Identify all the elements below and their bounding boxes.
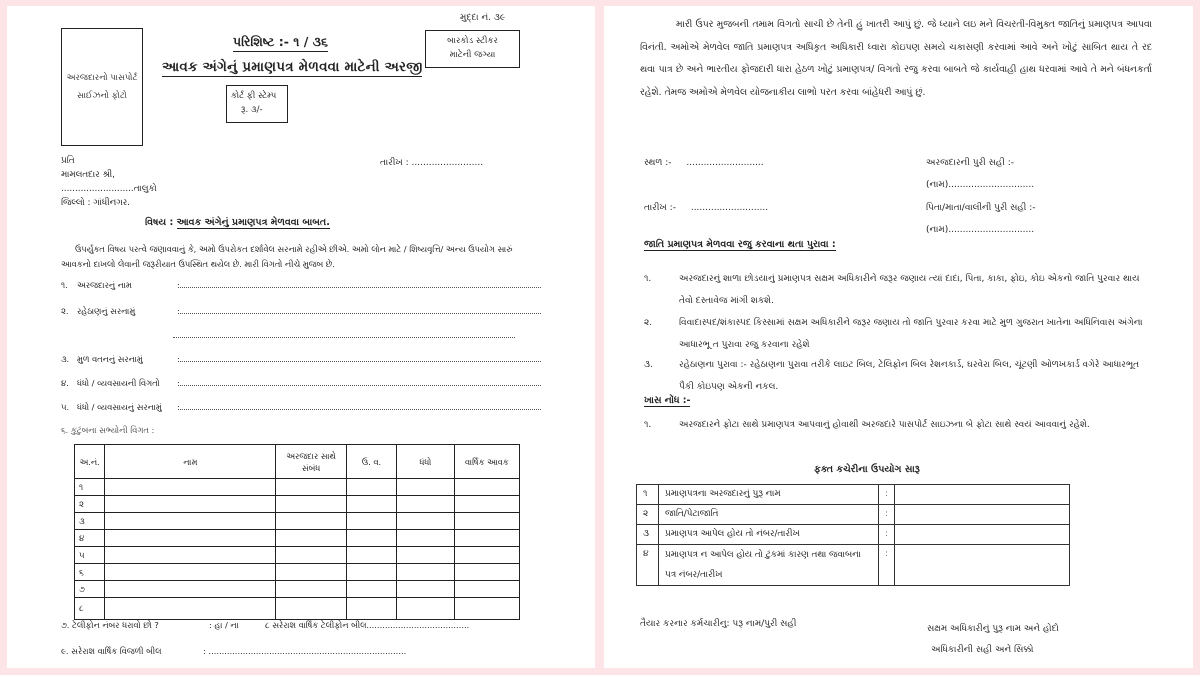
table-row xyxy=(75,598,520,620)
field-label: ધંધો / વ્યવસાયનું સરનામું xyxy=(77,402,162,412)
photo-box-line-1: અરજદારનો પાસપોર્ટ xyxy=(66,73,138,83)
row-value[interactable] xyxy=(895,505,1070,525)
row-colon: : xyxy=(879,545,895,586)
proof-item xyxy=(644,354,1154,398)
prepared-by-signature: તૈયાર કરનાર કર્મચારીનુ: પરૂ નામ/પુરી સહી xyxy=(640,619,797,629)
family-section-label: ૬. કુટુંબના સભ્યોની વિગત : xyxy=(61,425,155,435)
table-row xyxy=(75,530,520,547)
address-to: પ્રતિ xyxy=(61,156,75,166)
cell-relation[interactable] xyxy=(276,513,346,530)
row-number: ૮ xyxy=(75,598,105,620)
date-field[interactable]: તારીખ : ......................... xyxy=(380,158,484,168)
row-value[interactable] xyxy=(895,545,1070,586)
left-form-page xyxy=(7,6,595,668)
row-value[interactable] xyxy=(895,485,1070,505)
table-row xyxy=(75,479,520,496)
field-number: ૪. xyxy=(61,378,69,388)
cell-income[interactable] xyxy=(454,479,519,496)
row-number: ૨ xyxy=(637,505,659,525)
row-label: પ્રમાણપત્રના અરજદારનું પુરૂ નામ xyxy=(659,485,879,505)
intro-paragraph: ઉપર્યુકત વિષય પરત્વે જણાવવાનું કે, અમો ઉપરોકત દર્શાવેલ સરનામે રહીએ છીએ. અમો લોન માટે / શિષ્યવૃત્તિ/ અન્ય ઉપયોગ સારું આવકનો દાખલો લેવાની જરૂરીયાત ઉપસ્થિત થયેલ છે. મારી વિગતો નીચે મુજબ છે. xyxy=(61,244,513,269)
row-label: પ્રમાણપત્ર આપેલ હોય તો નંબર/તારીખ xyxy=(659,525,879,545)
cell-name[interactable] xyxy=(105,479,276,496)
cell-occupation[interactable] xyxy=(397,479,454,496)
cell-income[interactable] xyxy=(454,513,519,530)
subject-line xyxy=(145,217,330,228)
col-relation: અરજદાર સાથે સંબંધ xyxy=(276,445,346,479)
table-row xyxy=(75,496,520,513)
field-label: રહેઠાણનું સરનામું xyxy=(77,306,136,316)
subject-label: વિષય : xyxy=(145,217,174,228)
cell-income[interactable] xyxy=(454,564,519,581)
form-title: આવક અંગેનું પ્રમાણપત્ર મેળવવા માટેની અરજી xyxy=(162,59,423,75)
cell-age[interactable] xyxy=(346,564,396,581)
cell-occupation[interactable] xyxy=(397,513,454,530)
row-colon: : xyxy=(879,525,895,545)
col-annual-income: વાર્ષિક આવક xyxy=(454,445,519,479)
place-field[interactable]: ........................... xyxy=(686,158,764,168)
phone-answer-options[interactable]: : હા / ના xyxy=(209,620,239,630)
field-occupation-address[interactable] xyxy=(61,402,541,413)
cell-occupation[interactable] xyxy=(397,598,454,620)
field-input-line[interactable] xyxy=(180,354,541,362)
proof-item xyxy=(644,312,1154,356)
table-row xyxy=(637,545,1070,586)
row-number: ૪ xyxy=(75,530,105,547)
row-number: ૬ xyxy=(75,564,105,581)
cell-occupation[interactable] xyxy=(397,530,454,547)
electricity-bill-label: ૯. સરેરાશ વાર્ષિક વિજળી બીલ xyxy=(61,646,162,656)
barcode-line-2: માટેની જગ્યા xyxy=(449,50,496,60)
officer-signature-block xyxy=(927,619,1059,661)
field-applicant-name[interactable] xyxy=(61,280,541,291)
table-row xyxy=(75,513,520,530)
field-number: ૫. xyxy=(61,402,70,412)
address-officer: મામલતદાર શ્રી, xyxy=(61,170,115,180)
field-native-address[interactable] xyxy=(61,354,541,365)
appendix-number: પરિશિષ્ટ :- ૧ / ૩૬ xyxy=(233,34,328,52)
cell-income[interactable] xyxy=(454,547,519,564)
family-members-table xyxy=(74,444,520,620)
stamp-line-2: રૂ. ૩/- xyxy=(241,105,263,115)
table-row xyxy=(637,525,1070,545)
cell-occupation[interactable] xyxy=(397,581,454,598)
proof-number: ૨. xyxy=(644,318,653,328)
applicant-name-field[interactable]: (નામ).............................. xyxy=(926,180,1035,190)
field-number: ૩. xyxy=(61,354,70,364)
cell-relation[interactable] xyxy=(276,547,346,564)
field-input-line[interactable] xyxy=(180,306,541,314)
row-number: ૪ xyxy=(637,545,659,586)
cell-income[interactable] xyxy=(454,530,519,547)
proof-number: ૧. xyxy=(644,274,652,284)
table-row xyxy=(637,485,1070,505)
cell-age[interactable] xyxy=(346,547,396,564)
cell-name[interactable] xyxy=(105,598,276,620)
field-residence-address-line-2[interactable] xyxy=(173,337,515,338)
field-colon: : xyxy=(177,378,180,388)
row-colon: : xyxy=(879,485,895,505)
col-serial: અ.નં. xyxy=(75,445,105,479)
proof-text: વિવાદાસ્પદ/શંકાસ્પદ કિસ્સામાં સક્ષમ અધિકારીને જરૂર જણાય તો જાતિ પુરવાર કરવા માટે મુળ ગુજરાત ખાતેના અધિનિવાસ અંગેના આધારભૂ ત પુરાવા રજુ કરવાના રહેશે xyxy=(679,318,1143,350)
field-colon: : xyxy=(177,354,180,364)
date-label xyxy=(644,203,768,213)
cell-age[interactable] xyxy=(346,513,396,530)
cell-income[interactable] xyxy=(454,581,519,598)
office-use-table xyxy=(636,484,1070,586)
phone-question: ૭. ટેલીફોન નંબર ધરાવો છો ? xyxy=(61,620,159,630)
barcode-line-1: બારકોડ સ્ટીકર xyxy=(447,36,498,46)
special-note-heading: ખાસ નોંધ :- xyxy=(644,395,691,406)
cell-occupation[interactable] xyxy=(397,564,454,581)
field-label: મુળ વતનનું સરનામું xyxy=(77,354,143,364)
row-label: પ્રમાણપત્ર ન આપેલ હોય તો ટુંકમાં કારણ તથા જવાબના પત્ર નંબર/તારીખ xyxy=(659,545,879,586)
place-label-text: સ્થળ :- xyxy=(644,158,672,168)
electricity-bill-field[interactable]: : ........................................................................... xyxy=(203,646,407,656)
field-colon: : xyxy=(177,280,180,290)
photo-box-line-2: સાઈઝનો ફોટો xyxy=(76,91,128,101)
point-number: મુદ્દા નં. ૩૯ xyxy=(460,13,506,23)
place-label xyxy=(644,158,764,168)
field-input-line[interactable] xyxy=(180,402,541,410)
cell-name[interactable] xyxy=(105,530,276,547)
table-row xyxy=(75,581,520,598)
row-number: ૩ xyxy=(637,525,659,545)
field-number: ૨. xyxy=(61,306,69,316)
cell-relation[interactable] xyxy=(276,598,346,620)
stamp-line-1: કોર્ટ ફી સ્ટેમ્પ xyxy=(231,91,277,101)
proof-item xyxy=(644,268,1154,312)
officer-signature-seal: અધિકારીની સહી અને સિક્કો xyxy=(931,645,1034,655)
row-number: ૧ xyxy=(637,485,659,505)
row-label: જાતિ/પેટાજાતિ xyxy=(659,505,879,525)
col-age: ઉ. વ. xyxy=(346,445,396,479)
address-taluka: ..........................તાલુકો xyxy=(61,184,157,194)
proof-text: અરજદારનું શાળા છોડયાનું પ્રમાણપત્ર સક્ષમ અધિકારીને જરૂર જણાય ત્યાં દાદા, પિતા, કાકા, ફોઇ, કોઇ એકનો જાતિ પુરવાર થાય તેવો દસ્તાવેજ માંગી શકશે. xyxy=(679,274,1140,306)
proof-number: ૩. xyxy=(644,360,653,370)
court-fee-stamp-box xyxy=(226,85,288,123)
declaration-paragraph: મારી ઉપર મુજબની તમામ વિગતો સાચી છે તેની હું ખાતરી આપું છું. જે ધ્યાને લઇ મને વિચરતી-વિમુક્ત જાતિનું પ્રમાણપત્ર આપવા વિનંતી. અમોએ મેળવેલ જાતિ પ્રમાણપત્ર અધિકૃત અધિકારી ધ્વારા કોઇપણ સમયે ચકાસણી કરવામાં આવે અને ખોટું સાબિત થાય તે રદ થવા પાત્ર છે અને ભારતીય ફોજદારી ધારા હેઠળ ખોટું પ્રમાણપત્ર/ વિગતો રજુ કરવા બાબતે જે કાર્યવાહી હાથ ધરવામાં આવે તે મને બંધનકર્તા રહેશે. તેમજ અમોએ મેળવેલ યોજનાકીય લાભો પરત કરવા બાંહેધરી આપું છું. xyxy=(640,19,1152,98)
table-header-row xyxy=(75,445,520,479)
right-form-page xyxy=(604,6,1193,668)
date-field[interactable]: ........................... xyxy=(690,203,769,213)
officer-name-designation: સક્ષમ અધિકારીનું પુરૂ નામ અને હોદો xyxy=(927,624,1059,634)
field-residence-address[interactable] xyxy=(61,306,541,317)
cell-age[interactable] xyxy=(346,496,396,513)
date-label-text: તારીખ :- xyxy=(644,203,676,213)
barcode-sticker-box xyxy=(425,30,520,68)
row-number: ૫ xyxy=(75,547,105,564)
col-occupation: ધંધો xyxy=(397,445,454,479)
field-label: ધંધો / વ્યવસાયની વિગતો xyxy=(77,378,160,388)
row-number: ૧ xyxy=(75,479,105,496)
field-input-line[interactable] xyxy=(180,378,541,386)
note-number: ૧. xyxy=(644,420,652,430)
cell-occupation[interactable] xyxy=(397,547,454,564)
field-colon: : xyxy=(177,402,180,412)
cell-relation[interactable] xyxy=(276,564,346,581)
row-number: ૨ xyxy=(75,496,105,513)
phone-bill-field[interactable]: ૮ સરેરાશ વાર્ષિક ટેલીફોન બીલ....................................... xyxy=(265,620,470,630)
field-label: અરજદારનું નામ xyxy=(77,280,132,290)
cell-relation[interactable] xyxy=(276,581,346,598)
cell-relation[interactable] xyxy=(276,530,346,547)
cell-age[interactable] xyxy=(346,479,396,496)
cell-income[interactable] xyxy=(454,496,519,513)
table-row xyxy=(75,564,520,581)
note-item xyxy=(644,414,1154,436)
cell-name[interactable] xyxy=(105,513,276,530)
address-district: જિલ્લો : ગાંધીનગર. xyxy=(61,198,130,208)
row-number: ૭ xyxy=(75,581,105,598)
proof-heading: જાતિ પ્રમાણપત્ર મેળવવા રજુ કરવાના થતા પુરાવા : xyxy=(644,239,836,250)
cell-relation[interactable] xyxy=(276,479,346,496)
proof-text: રહેઠાણના પુરાવા :- રહેઠાણના પુરાવા તરીકે લાઇટ બિલ, ટેલિફોન બિલ રેશનકાર્ડ, ઘરવેરા બિલ, ચૂંટણી ઓળખકાર્ડ વગેરે આધારભૂત પૈકી કોઇપણ એકની નકલ. xyxy=(679,360,1140,392)
col-name: નામ xyxy=(105,445,276,479)
cell-name[interactable] xyxy=(105,564,276,581)
field-occupation-details[interactable] xyxy=(61,378,541,389)
guardian-name-field[interactable]: (નામ).............................. xyxy=(926,225,1035,235)
cell-name[interactable] xyxy=(105,496,276,513)
table-row xyxy=(75,547,520,564)
field-number: ૧. xyxy=(61,280,68,290)
cell-name[interactable] xyxy=(105,547,276,564)
row-value[interactable] xyxy=(895,525,1070,545)
row-colon: : xyxy=(879,505,895,525)
guardian-signature-label: પિતા/માતા/વાલીની પુરી સહી :- xyxy=(926,203,1036,213)
note-text: અરજદારને ફોટા સાથે પ્રમાણપત્ર આપવાનું હોવાથી અરજદારે પાસપોર્ટ સાઇઝના બે ફોટા સાથે સ્વયં આવવાનું રહેશે. xyxy=(679,420,1090,430)
cell-name[interactable] xyxy=(105,581,276,598)
field-input-line[interactable] xyxy=(180,280,541,288)
field-colon: : xyxy=(177,306,180,316)
passport-photo-box xyxy=(61,28,143,146)
applicant-signature-label: અરજદારની પુરી સહી :- xyxy=(926,158,1015,168)
cell-age[interactable] xyxy=(346,581,396,598)
table-row xyxy=(637,505,1070,525)
cell-age[interactable] xyxy=(346,530,396,547)
cell-age[interactable] xyxy=(346,598,396,620)
cell-occupation[interactable] xyxy=(397,496,454,513)
subject-text: આવક અંગેનું પ્રમાણપત્ર મેળવવા બાબત. xyxy=(176,217,330,228)
cell-relation[interactable] xyxy=(276,496,346,513)
office-use-title: ફક્ત કચેરીના ઉપયોગ સારૂ xyxy=(814,464,920,475)
row-number: ૩ xyxy=(75,513,105,530)
cell-income[interactable] xyxy=(454,598,519,620)
